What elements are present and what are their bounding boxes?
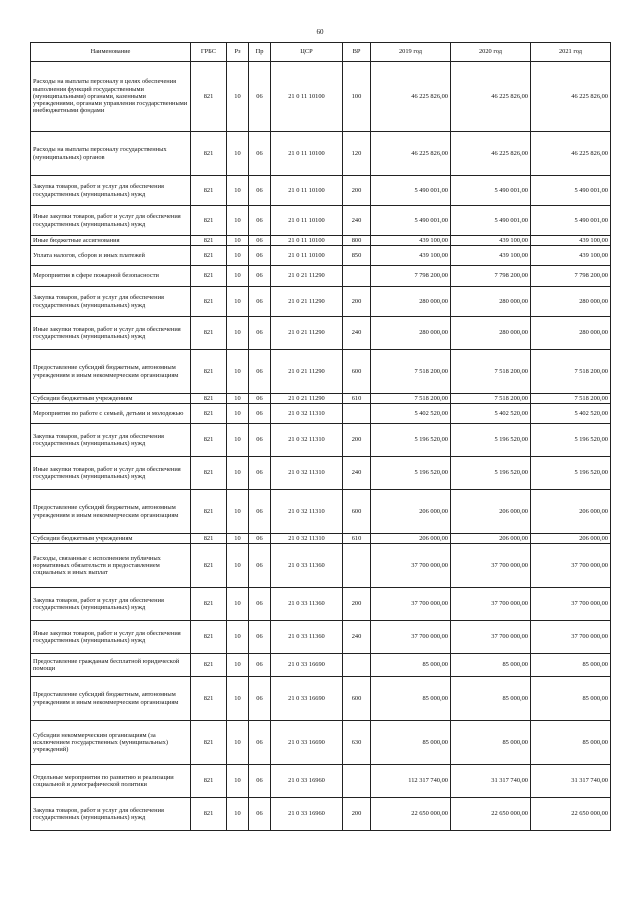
amount-2021-cell: 46 225 826,00 bbox=[531, 62, 611, 132]
table-row bbox=[31, 132, 611, 176]
rz-cell: 10 bbox=[227, 621, 249, 654]
table-row bbox=[31, 404, 611, 424]
vr-cell: 100 bbox=[343, 62, 371, 132]
amount-2020-cell: 206 000,00 bbox=[451, 534, 531, 544]
vr-cell bbox=[343, 654, 371, 677]
amount-2019-cell: 280 000,00 bbox=[371, 287, 451, 317]
table-row bbox=[31, 246, 611, 266]
vr-cell: 610 bbox=[343, 534, 371, 544]
csr-cell: 21 0 32 11310 bbox=[271, 490, 343, 534]
amount-2019-cell: 439 100,00 bbox=[371, 236, 451, 246]
table-row bbox=[31, 588, 611, 621]
row-name-cell: Предоставление субсидий бюджетным, автономным учреждениям и иным некоммерческим организациям bbox=[31, 350, 191, 394]
amount-2020-cell: 5 196 520,00 bbox=[451, 424, 531, 457]
csr-cell: 21 0 21 11290 bbox=[271, 287, 343, 317]
csr-cell: 21 0 32 11310 bbox=[271, 424, 343, 457]
row-name-cell: Уплата налогов, сборов и иных платежей bbox=[31, 246, 191, 266]
csr-cell: 21 0 11 10100 bbox=[271, 62, 343, 132]
csr-cell: 21 0 33 16690 bbox=[271, 721, 343, 765]
vr-cell: 600 bbox=[343, 350, 371, 394]
amount-2019-cell: 5 196 520,00 bbox=[371, 457, 451, 490]
grbs-cell: 821 bbox=[191, 236, 227, 246]
amount-2021-cell: 5 490 001,00 bbox=[531, 206, 611, 236]
row-name-cell: Предоставление субсидий бюджетным, автономным учреждениям и иным некоммерческим организациям bbox=[31, 677, 191, 721]
rz-cell: 10 bbox=[227, 721, 249, 765]
amount-2020-cell: 37 700 000,00 bbox=[451, 544, 531, 588]
amount-2019-cell: 22 650 000,00 bbox=[371, 798, 451, 831]
table-row bbox=[31, 534, 611, 544]
amount-2019-cell: 7 798 200,00 bbox=[371, 266, 451, 287]
row-name-cell: Иные закупки товаров, работ и услуг для обеспечения государственных (муниципальных) нужд bbox=[31, 206, 191, 236]
vr-cell: 850 bbox=[343, 246, 371, 266]
pr-cell: 06 bbox=[249, 176, 271, 206]
amount-2021-cell: 5 196 520,00 bbox=[531, 457, 611, 490]
amount-2019-cell: 206 000,00 bbox=[371, 534, 451, 544]
amount-2021-cell: 85 000,00 bbox=[531, 677, 611, 721]
pr-cell: 06 bbox=[249, 266, 271, 287]
csr-cell: 21 0 21 11290 bbox=[271, 266, 343, 287]
vr-cell: 240 bbox=[343, 317, 371, 350]
rz-cell: 10 bbox=[227, 457, 249, 490]
amount-2020-cell: 37 700 000,00 bbox=[451, 588, 531, 621]
amount-2020-cell: 46 225 826,00 bbox=[451, 132, 531, 176]
row-name-cell: Субсидии бюджетным учреждениям bbox=[31, 534, 191, 544]
amount-2020-cell: 5 490 001,00 bbox=[451, 176, 531, 206]
amount-2021-cell: 439 100,00 bbox=[531, 236, 611, 246]
amount-2021-cell: 206 000,00 bbox=[531, 490, 611, 534]
grbs-cell: 821 bbox=[191, 206, 227, 236]
vr-cell: 240 bbox=[343, 206, 371, 236]
rz-cell: 10 bbox=[227, 424, 249, 457]
table-row bbox=[31, 236, 611, 246]
amount-2021-cell: 7 798 200,00 bbox=[531, 266, 611, 287]
row-name-cell: Расходы на выплаты персоналу государственных (муниципальных) органов bbox=[31, 132, 191, 176]
rz-cell: 10 bbox=[227, 654, 249, 677]
table-row bbox=[31, 721, 611, 765]
vr-cell bbox=[343, 765, 371, 798]
rz-cell: 10 bbox=[227, 266, 249, 287]
amount-2020-cell: 85 000,00 bbox=[451, 721, 531, 765]
rz-cell: 10 bbox=[227, 765, 249, 798]
vr-cell: 610 bbox=[343, 394, 371, 404]
grbs-cell: 821 bbox=[191, 62, 227, 132]
csr-cell: 21 0 11 10100 bbox=[271, 176, 343, 206]
amount-2020-cell: 439 100,00 bbox=[451, 246, 531, 266]
amount-2021-cell: 280 000,00 bbox=[531, 287, 611, 317]
amount-2019-cell: 85 000,00 bbox=[371, 654, 451, 677]
pr-cell: 06 bbox=[249, 62, 271, 132]
row-name-cell: Субсидии бюджетным учреждениям bbox=[31, 394, 191, 404]
vr-cell: 240 bbox=[343, 621, 371, 654]
grbs-cell: 821 bbox=[191, 721, 227, 765]
amount-2020-cell: 22 650 000,00 bbox=[451, 798, 531, 831]
amount-2020-cell: 37 700 000,00 bbox=[451, 621, 531, 654]
table-row bbox=[31, 621, 611, 654]
amount-2020-cell: 7 518 200,00 bbox=[451, 350, 531, 394]
table-row bbox=[31, 490, 611, 534]
rz-cell: 10 bbox=[227, 350, 249, 394]
grbs-cell: 821 bbox=[191, 287, 227, 317]
amount-2021-cell: 37 700 000,00 bbox=[531, 621, 611, 654]
pr-cell: 06 bbox=[249, 721, 271, 765]
pr-cell: 06 bbox=[249, 588, 271, 621]
amount-2021-cell: 206 000,00 bbox=[531, 534, 611, 544]
pr-cell: 06 bbox=[249, 317, 271, 350]
row-name-cell: Предоставление субсидий бюджетным, автономным учреждениям и иным некоммерческим организациям bbox=[31, 490, 191, 534]
csr-cell: 21 0 33 16960 bbox=[271, 765, 343, 798]
grbs-cell: 821 bbox=[191, 424, 227, 457]
pr-cell: 06 bbox=[249, 132, 271, 176]
amount-2019-cell: 46 225 826,00 bbox=[371, 62, 451, 132]
csr-cell: 21 0 33 11360 bbox=[271, 588, 343, 621]
amount-2019-cell: 439 100,00 bbox=[371, 246, 451, 266]
grbs-cell: 821 bbox=[191, 350, 227, 394]
csr-cell: 21 0 21 11290 bbox=[271, 350, 343, 394]
csr-cell: 21 0 33 11360 bbox=[271, 621, 343, 654]
table-row bbox=[31, 287, 611, 317]
table-row bbox=[31, 544, 611, 588]
pr-cell: 06 bbox=[249, 544, 271, 588]
amount-2021-cell: 31 317 740,00 bbox=[531, 765, 611, 798]
amount-2019-cell: 5 196 520,00 bbox=[371, 424, 451, 457]
pr-cell: 06 bbox=[249, 654, 271, 677]
amount-2021-cell: 22 650 000,00 bbox=[531, 798, 611, 831]
vr-cell: 630 bbox=[343, 721, 371, 765]
table-body bbox=[31, 62, 611, 831]
vr-cell: 200 bbox=[343, 176, 371, 206]
pr-cell: 06 bbox=[249, 457, 271, 490]
rz-cell: 10 bbox=[227, 62, 249, 132]
pr-cell: 06 bbox=[249, 350, 271, 394]
vr-cell bbox=[343, 544, 371, 588]
row-name-cell: Закупка товаров, работ и услуг для обеспечения государственных (муниципальных) нужд bbox=[31, 798, 191, 831]
pr-cell: 06 bbox=[249, 246, 271, 266]
amount-2020-cell: 280 000,00 bbox=[451, 317, 531, 350]
row-name-cell: Субсидии некоммерческим организациям (за исключением государственных (муниципальных) учреждений) bbox=[31, 721, 191, 765]
vr-cell bbox=[343, 266, 371, 287]
pr-cell: 06 bbox=[249, 287, 271, 317]
rz-cell: 10 bbox=[227, 677, 249, 721]
vr-cell: 600 bbox=[343, 490, 371, 534]
row-name-cell: Закупка товаров, работ и услуг для обеспечения государственных (муниципальных) нужд bbox=[31, 176, 191, 206]
csr-cell: 21 0 33 11360 bbox=[271, 544, 343, 588]
rz-cell: 10 bbox=[227, 490, 249, 534]
pr-cell: 06 bbox=[249, 490, 271, 534]
row-name-cell: Закупка товаров, работ и услуг для обеспечения государственных (муниципальных) нужд bbox=[31, 588, 191, 621]
grbs-cell: 821 bbox=[191, 132, 227, 176]
row-name-cell: Мероприятия по работе с семьей, детьми и молодежью bbox=[31, 404, 191, 424]
rz-cell: 10 bbox=[227, 246, 249, 266]
grbs-cell: 821 bbox=[191, 534, 227, 544]
table-row bbox=[31, 765, 611, 798]
table-row bbox=[31, 457, 611, 490]
amount-2019-cell: 206 000,00 bbox=[371, 490, 451, 534]
amount-2021-cell: 5 196 520,00 bbox=[531, 424, 611, 457]
csr-cell: 21 0 32 11310 bbox=[271, 404, 343, 424]
csr-cell: 21 0 11 10100 bbox=[271, 132, 343, 176]
rz-cell: 10 bbox=[227, 588, 249, 621]
amount-2019-cell: 7 518 200,00 bbox=[371, 394, 451, 404]
table-row bbox=[31, 654, 611, 677]
amount-2019-cell: 112 317 740,00 bbox=[371, 765, 451, 798]
csr-cell: 21 0 11 10100 bbox=[271, 206, 343, 236]
csr-cell: 21 0 21 11290 bbox=[271, 394, 343, 404]
rz-cell: 10 bbox=[227, 236, 249, 246]
grbs-cell: 821 bbox=[191, 404, 227, 424]
csr-cell: 21 0 21 11290 bbox=[271, 317, 343, 350]
vr-cell: 800 bbox=[343, 236, 371, 246]
csr-cell: 21 0 33 16690 bbox=[271, 677, 343, 721]
csr-cell: 21 0 11 10100 bbox=[271, 246, 343, 266]
amount-2019-cell: 37 700 000,00 bbox=[371, 588, 451, 621]
row-name-cell: Отдельные мероприятия по развитию и реализации социальной и демографической политики bbox=[31, 765, 191, 798]
table-row bbox=[31, 317, 611, 350]
table-row bbox=[31, 266, 611, 287]
grbs-cell: 821 bbox=[191, 654, 227, 677]
column-header: Пр bbox=[249, 43, 271, 62]
amount-2021-cell: 37 700 000,00 bbox=[531, 544, 611, 588]
pr-cell: 06 bbox=[249, 534, 271, 544]
rz-cell: 10 bbox=[227, 176, 249, 206]
amount-2021-cell: 5 490 001,00 bbox=[531, 176, 611, 206]
vr-cell: 240 bbox=[343, 457, 371, 490]
rz-cell: 10 bbox=[227, 544, 249, 588]
column-header: ВР bbox=[343, 43, 371, 62]
column-header: ГРБС bbox=[191, 43, 227, 62]
vr-cell: 120 bbox=[343, 132, 371, 176]
table-row bbox=[31, 677, 611, 721]
rz-cell: 10 bbox=[227, 404, 249, 424]
amount-2021-cell: 280 000,00 bbox=[531, 317, 611, 350]
pr-cell: 06 bbox=[249, 404, 271, 424]
budget-table bbox=[30, 42, 611, 831]
rz-cell: 10 bbox=[227, 798, 249, 831]
pr-cell: 06 bbox=[249, 621, 271, 654]
column-header: 2020 год bbox=[451, 43, 531, 62]
table-row bbox=[31, 350, 611, 394]
amount-2020-cell: 5 490 001,00 bbox=[451, 206, 531, 236]
table-row bbox=[31, 206, 611, 236]
row-name-cell: Иные закупки товаров, работ и услуг для обеспечения государственных (муниципальных) нужд bbox=[31, 457, 191, 490]
amount-2021-cell: 46 225 826,00 bbox=[531, 132, 611, 176]
amount-2021-cell: 7 518 200,00 bbox=[531, 350, 611, 394]
table-row bbox=[31, 62, 611, 132]
grbs-cell: 821 bbox=[191, 266, 227, 287]
amount-2019-cell: 5 490 001,00 bbox=[371, 206, 451, 236]
amount-2021-cell: 7 518 200,00 bbox=[531, 394, 611, 404]
amount-2019-cell: 37 700 000,00 bbox=[371, 544, 451, 588]
rz-cell: 10 bbox=[227, 394, 249, 404]
csr-cell: 21 0 32 11310 bbox=[271, 457, 343, 490]
vr-cell: 200 bbox=[343, 588, 371, 621]
row-name-cell: Иные закупки товаров, работ и услуг для обеспечения государственных (муниципальных) нужд bbox=[31, 317, 191, 350]
grbs-cell: 821 bbox=[191, 490, 227, 534]
amount-2020-cell: 5 402 520,00 bbox=[451, 404, 531, 424]
table-header-row bbox=[31, 43, 611, 62]
amount-2019-cell: 46 225 826,00 bbox=[371, 132, 451, 176]
pr-cell: 06 bbox=[249, 677, 271, 721]
table-row bbox=[31, 394, 611, 404]
amount-2020-cell: 5 196 520,00 bbox=[451, 457, 531, 490]
amount-2021-cell: 85 000,00 bbox=[531, 654, 611, 677]
page-number: 60 bbox=[316, 28, 324, 36]
row-name-cell: Расходы на выплаты персоналу в целях обеспечения выполнения функций государственными (муниципальными) органами, казенными учреждениями, органами управления государственными внебюджетными фондами bbox=[31, 62, 191, 132]
amount-2020-cell: 46 225 826,00 bbox=[451, 62, 531, 132]
grbs-cell: 821 bbox=[191, 394, 227, 404]
csr-cell: 21 0 33 16960 bbox=[271, 798, 343, 831]
grbs-cell: 821 bbox=[191, 765, 227, 798]
amount-2020-cell: 439 100,00 bbox=[451, 236, 531, 246]
row-name-cell: Предоставление гражданам бесплатной юридической помощи bbox=[31, 654, 191, 677]
amount-2020-cell: 280 000,00 bbox=[451, 287, 531, 317]
vr-cell: 600 bbox=[343, 677, 371, 721]
pr-cell: 06 bbox=[249, 424, 271, 457]
grbs-cell: 821 bbox=[191, 457, 227, 490]
row-name-cell: Закупка товаров, работ и услуг для обеспечения государственных (муниципальных) нужд bbox=[31, 287, 191, 317]
rz-cell: 10 bbox=[227, 534, 249, 544]
table-row bbox=[31, 176, 611, 206]
grbs-cell: 821 bbox=[191, 246, 227, 266]
amount-2019-cell: 7 518 200,00 bbox=[371, 350, 451, 394]
amount-2021-cell: 85 000,00 bbox=[531, 721, 611, 765]
grbs-cell: 821 bbox=[191, 798, 227, 831]
amount-2019-cell: 5 490 001,00 bbox=[371, 176, 451, 206]
grbs-cell: 821 bbox=[191, 176, 227, 206]
amount-2020-cell: 7 798 200,00 bbox=[451, 266, 531, 287]
row-name-cell: Закупка товаров, работ и услуг для обеспечения государственных (муниципальных) нужд bbox=[31, 424, 191, 457]
amount-2020-cell: 206 000,00 bbox=[451, 490, 531, 534]
column-header: 2021 год bbox=[531, 43, 611, 62]
vr-cell: 200 bbox=[343, 798, 371, 831]
table-row bbox=[31, 798, 611, 831]
pr-cell: 06 bbox=[249, 236, 271, 246]
amount-2021-cell: 37 700 000,00 bbox=[531, 588, 611, 621]
rz-cell: 10 bbox=[227, 287, 249, 317]
amount-2020-cell: 85 000,00 bbox=[451, 654, 531, 677]
amount-2019-cell: 280 000,00 bbox=[371, 317, 451, 350]
grbs-cell: 821 bbox=[191, 544, 227, 588]
grbs-cell: 821 bbox=[191, 621, 227, 654]
grbs-cell: 821 bbox=[191, 588, 227, 621]
pr-cell: 06 bbox=[249, 206, 271, 236]
pr-cell: 06 bbox=[249, 394, 271, 404]
amount-2019-cell: 5 402 520,00 bbox=[371, 404, 451, 424]
csr-cell: 21 0 32 11310 bbox=[271, 534, 343, 544]
csr-cell: 21 0 33 16690 bbox=[271, 654, 343, 677]
amount-2021-cell: 439 100,00 bbox=[531, 246, 611, 266]
amount-2020-cell: 31 317 740,00 bbox=[451, 765, 531, 798]
vr-cell bbox=[343, 404, 371, 424]
amount-2019-cell: 85 000,00 bbox=[371, 721, 451, 765]
rz-cell: 10 bbox=[227, 206, 249, 236]
column-header: Наименование bbox=[31, 43, 191, 62]
pr-cell: 06 bbox=[249, 765, 271, 798]
grbs-cell: 821 bbox=[191, 317, 227, 350]
vr-cell: 200 bbox=[343, 424, 371, 457]
column-header: 2019 год bbox=[371, 43, 451, 62]
table-row bbox=[31, 424, 611, 457]
row-name-cell: Иные закупки товаров, работ и услуг для обеспечения государственных (муниципальных) нужд bbox=[31, 621, 191, 654]
rz-cell: 10 bbox=[227, 132, 249, 176]
csr-cell: 21 0 11 10100 bbox=[271, 236, 343, 246]
pr-cell: 06 bbox=[249, 798, 271, 831]
row-name-cell: Мероприятия в сфере пожарной безопасности bbox=[31, 266, 191, 287]
amount-2020-cell: 85 000,00 bbox=[451, 677, 531, 721]
amount-2019-cell: 85 000,00 bbox=[371, 677, 451, 721]
grbs-cell: 821 bbox=[191, 677, 227, 721]
row-name-cell: Расходы, связанные с исполнением публичных нормативных обязательств и предоставлением социальных и иных выплат bbox=[31, 544, 191, 588]
amount-2020-cell: 7 518 200,00 bbox=[451, 394, 531, 404]
vr-cell: 200 bbox=[343, 287, 371, 317]
column-header: ЦСР bbox=[271, 43, 343, 62]
rz-cell: 10 bbox=[227, 317, 249, 350]
column-header: Рз bbox=[227, 43, 249, 62]
amount-2019-cell: 37 700 000,00 bbox=[371, 621, 451, 654]
amount-2021-cell: 5 402 520,00 bbox=[531, 404, 611, 424]
row-name-cell: Иные бюджетные ассигнования bbox=[31, 236, 191, 246]
